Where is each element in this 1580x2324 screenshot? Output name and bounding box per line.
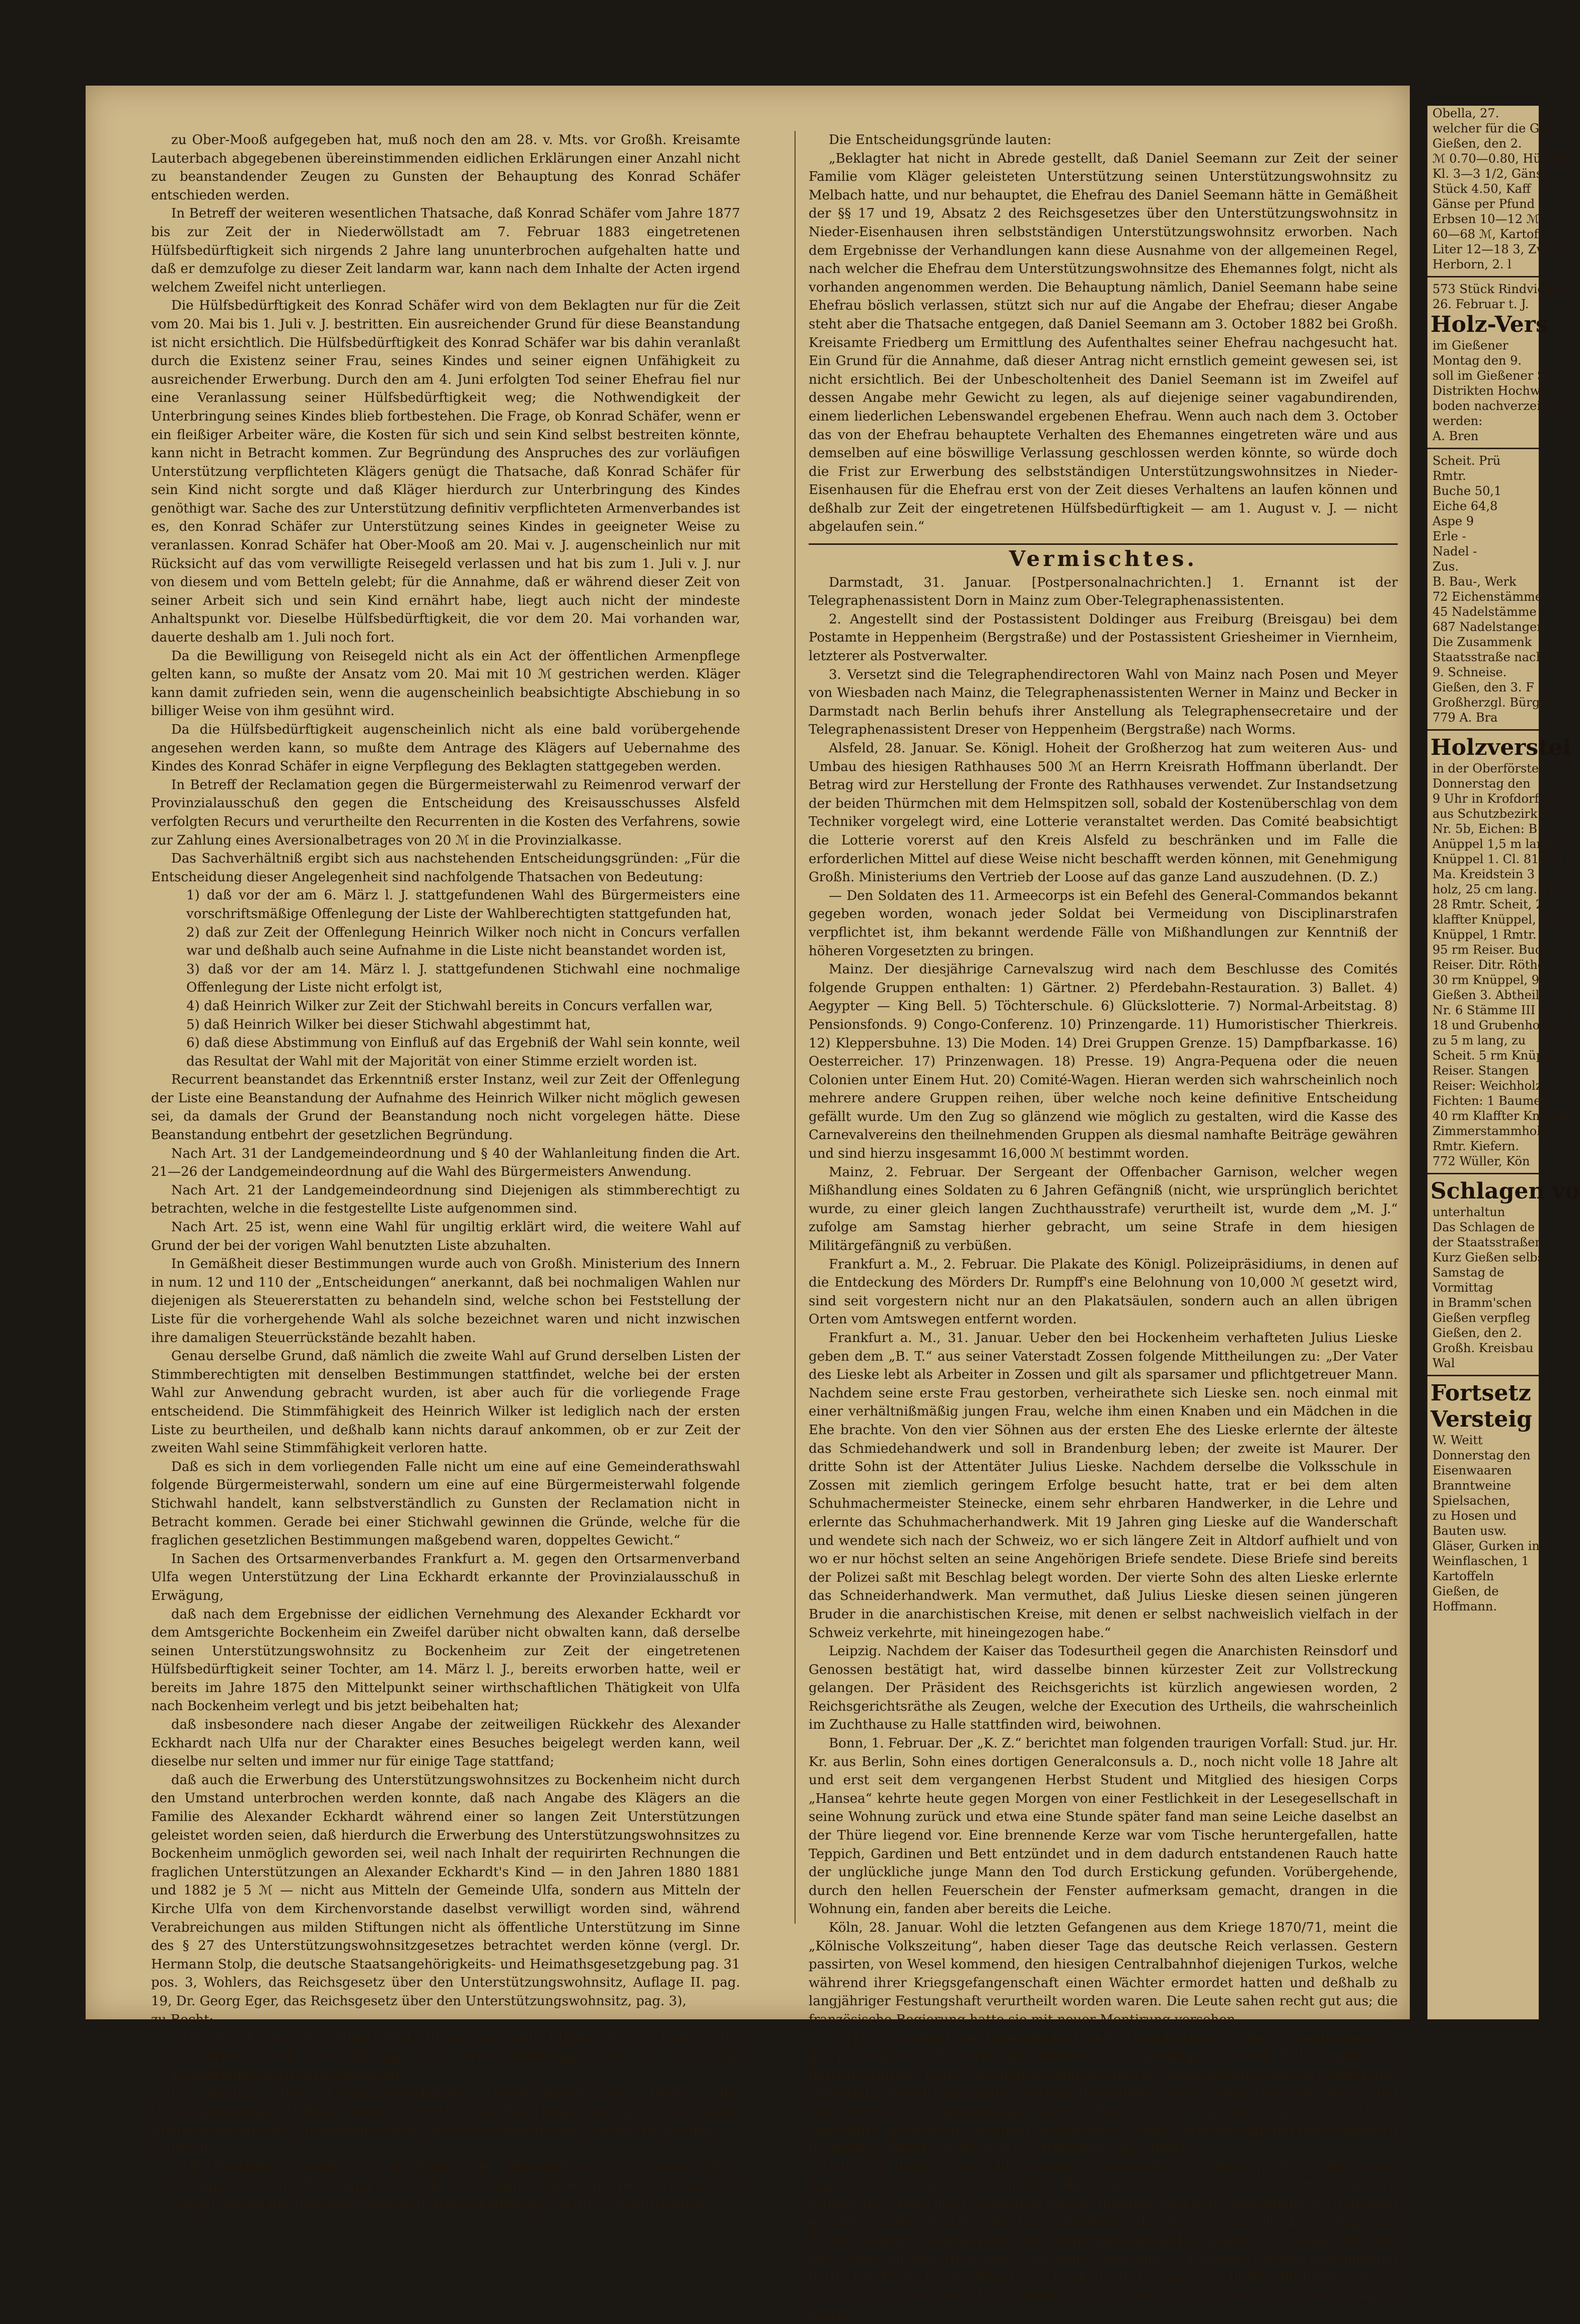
adjacent-page-line: Gießen, den 2. [1432, 136, 1522, 151]
adjacent-page-line: Holzverstei [1430, 735, 1571, 760]
adjacent-page-line: Zus. [1432, 559, 1459, 574]
article-paragraph: In Betreff der weiteren wesentlichen Thatsache, daß Konrad Schäfer vom Jahre 1877 bis zur Zeit der in Niederwöllstadt am 7. Februar 1883 eingetretenen Hülfsbedürftigkeit sich nirgends 2 Jahre lang ununterbrochen aufgehalten hatte und daß er demzufolge zu dieser Zeit landarm war, kann nach dem Inhalte der Acten irgend welchem Zweifel nicht unterliegen. [151, 206, 740, 295]
article-paragraph: 1) daß vor der am 6. März l. J. stattgefundenen Wahl des Bürgermeisters eine vorschriftsmäßige Offenlegung der Liste der Wahlberechtigten stattgefunden hat, [186, 888, 740, 922]
article-paragraph: Mainz, 2. Februar. Der Sergeant der Offenbacher Garnison, welcher wegen Mißhandlung eines Soldaten zu 6 Jahren Gefängniß (nicht, wie ursprünglich berichtet wurde, zu einer gleich langen Zuchthausstrafe) verurtheilt ist, wurde dem „M. J.“ zufolge am Samstag hierher gebracht, um seine Strafe in dem hiesigen Militärgefängniß zu verbüßen. [809, 1164, 1398, 1254]
article-paragraph: „daß Beklagter schuldig sei, an Kläger die eingeklagten 170 ℳ nebst 5pCt. Verzugszinsen von Zustellung der Klage an zu zahlen, die Kosten des Verfahrens zu tragen und an die Provinzialkasse den Aversionalbetrag von 20 ℳ zu entrichten.“ [171, 2159, 740, 2212]
adjacent-page-text [1427, 106, 1580, 1614]
adjacent-page-line: werden: [1432, 414, 1483, 428]
adjacent-page-line: Donnerstag den [1432, 777, 1531, 791]
adjacent-page-line: Reiser. Stangen [1432, 1064, 1529, 1078]
article-paragraph: Leipzig. Nachdem der Kaiser das Todesurtheil gegen die Anarchisten Reinsdorf und Genossen bestätigt hat, wird dasselbe binnen kürzester Zeit zur Vollstreckung gelangen. Der Präsident des Reichsgerichts ist kürzlich angewiesen worden, 2 Reichsgerichtsräthe als Zeugen, welche der Execution des Urtheils, die wahrscheinlich im Zuchthause zu Halle stattfinden wird, beiwohnen. [809, 1644, 1398, 1733]
article-paragraph: zu Ober-Mooß aufgegeben hat, muß noch den am 28. v. Mts. vor Großh. Kreisamte Lauterbach abgegebenen übereinstimmenden eidlichen Erklärungen einer Anzahl nicht zu beanstandender Zeugen zu Gunsten der Behauptung des Konrad Schäfer entschieden werden. [151, 132, 740, 203]
adjacent-page-rule [1427, 729, 1539, 731]
adjacent-page-line: Das Schlagen de [1432, 1220, 1535, 1234]
adjacent-page-line: Liter 12—18 3, Zwieb [1432, 242, 1566, 256]
adjacent-page-line: 18 und Grubenholz, 30 [1432, 1018, 1573, 1032]
adjacent-page-line: Buche 50,1 [1432, 484, 1502, 498]
column-divider [795, 131, 796, 1924]
article-paragraph: Folgende lustige Geschichte unbefugter Anwendung des Nothsignals erzählte dieser Tage ein von Eisenach kommender Reisender. Nicht weit von der Station Eisenach ertönte die Pfeife der Locomotive und da dieselbe durch die Signalleine in Thätigkeit gesetzt worden, brachte der Locomotivführer den Zug so schnell als es ging zum Stehen. Darauf sah man nach, was vorgefallen sei und es stellte sich heraus, daß sich ein Ochse mit den Horn eines aus dem Viehwagen schauenden Ochsen geschlungen hatte. Die Versuche des Thieres, sich wieder frei zu machen, ließen die Pfeife ertönen und den Zug anhalten. Man befreite den Ochsen von der Leine und sofort ging es weiter. [809, 2159, 1398, 2322]
article-paragraph: — Den Soldaten des 11. Armeecorps ist ein Befehl des General-Commandos bekannt gegeben worden, wonach jeder Soldat bei Vermeidung von Disciplinarstrafen verpflichtet ist, ihm bekannt werdende Fälle von Mißhandlungen zur Kenntniß der höheren Vorgesetzten zu bringen. [809, 888, 1398, 959]
adjacent-page-line: Erle - [1432, 529, 1466, 543]
article-paragraph: Frankfurt a. M., 31. Januar. Ueber den bei Hockenheim verhafteten Julius Lieske geben dem „B. T.“ aus seiner Vaterstadt Zossen folgende Mittheilungen zu: „Der Vater des Lieske lebt als Arbeiter in Zossen und gilt als sparsamer und pflichtgetreuer Mann. Nachdem seine erste Frau gestorben, verheirathete sich Lieske sen. noch einmal mit einer verhältnißmäßig jungen Frau, welche ihm einen Knaben und ein Mädchen in die Ehe brachte. Von den vier Söhnen aus der ersten Ehe des Lieske erlernte der älteste das Schmiedehandwerk und soll in Brandenburg leben; der zweite ist Maurer. Der dritte Sohn ist der Attentäter Julius Lieske. Nachdem derselbe die Volksschule in Zossen mit ziemlich geringem Erfolge besucht hatte, trat er bei dem alten Schuhmachermeister Steinecke, einem sehr ehrbaren Handwerker, in die Lehre und erlernte das Schuhmacherhandwerk. Mit 19 Jahren ging Lieske auf die Wanderschaft und wendete sich nach der Schweiz, wo er sich längere Zeit in Altdorf aufhielt und von wo er nur höchst selten an seine Angehörigen Briefe sendete. Diese Briefe sind bereits der Polizei saßt mit Beschlag belegt worden. Der vierte Sohn des alten Lieske erlernte das Schneiderhandwerk. Man vermuthet, daß Julius Lieske diesen seinen jüngeren Bruder in die anarchistischen Kreise, mit denen er selbst nachweislich vielfach in der Schweiz verkehrte, mit hineingezogen habe.“ [809, 1330, 1398, 1641]
adjacent-page-line: Zimmerstammholz, [1432, 1124, 1551, 1138]
adjacent-page-line: in Bramm'schen [1432, 1296, 1532, 1310]
adjacent-page-line: 9 Uhr in Krofdorf be [1432, 792, 1558, 806]
adjacent-page-line: Montag den 9. [1432, 354, 1522, 368]
adjacent-page-line: boden nachverzeichn [1432, 399, 1563, 413]
article-paragraph: daß nach dem Ergebnisse der eidlichen Vernehmung des Alexander Eckhardt vor dem Amtsgerichte Bockenheim ein Zweifel darüber nicht obwalten kann, daß derselbe seinen Unterstützungswohnsitz zu Bockenheim zur Zeit der eingetretenen Hülfsbedürftigkeit seiner Tochter, am 14. März l. J., bereits erworben hatte, weil er bereits im Jahre 1875 den Mittelpunkt seiner wirthschaftlichen Thätigkeit von Ulfa nach Bockenheim verlegt und bis jetzt beibehalten hat; [151, 1606, 740, 1714]
article-paragraph: 2. Angestellt sind der Postassistent Doldinger aus Freiburg (Breisgau) bei dem Postamte in Heppenheim (Bergstraße) und der Postassistent Griesheimer in Viernheim, letzterer als Postverwalter. [809, 611, 1398, 664]
adjacent-page-line: Gießen 3. Abtheil [1432, 988, 1540, 1002]
adjacent-page-line: Nr. 6 Stämme III [1432, 1003, 1536, 1017]
adjacent-page-line: Herborn, 2. l [1432, 257, 1512, 271]
adjacent-page-line: Bauten usw. [1432, 1524, 1507, 1538]
adjacent-page-line: 772 Wüller, Kön [1432, 1154, 1530, 1168]
adjacent-page-line: 28 Rmtr. Scheit, 2 [1432, 897, 1544, 911]
adjacent-page-rule [1427, 1173, 1539, 1174]
adjacent-page-line: Gießen, den 2. [1432, 1326, 1522, 1340]
article-paragraph: 5) daß Heinrich Wilker bei dieser Stichwahl abgestimmt hat, [186, 1017, 591, 1032]
adjacent-page-line: Reiser. Ditr. Röthg [1432, 958, 1546, 972]
adjacent-page-line: welcher für die Gatt. [1432, 121, 1560, 135]
adjacent-page-line: 26. Februar t. J. [1432, 297, 1529, 311]
adjacent-page-line: 30 rm Knüppel, 9 [1432, 973, 1540, 987]
adjacent-page-line: Knüppel 1. Cl. 815 Pl [1432, 852, 1563, 866]
article-paragraph: Recurrent beanstandet das Erkenntniß erster Instanz, weil zur Zeit der Offenlegung der Liste eine Beanstandung der Aufnahme des Heinrich Wilker nicht möglich gewesen sei, da damals der Grund der Beanstandung noch nicht vorgelegen hätte. Diese Beanstandung entbehrt der gesetzlichen Begründung. [151, 1072, 740, 1143]
adjacent-page-line: Hoffmann. [1432, 1599, 1497, 1613]
article-paragraph: Die Hülfsbedürftigkeit des Konrad Schäfer wird von dem Beklagten nur für die Zeit vom 20. Mai bis 1. Juli v. J. bestritten. Ein ausreichender Grund für diese Beanstandung ist nicht ersichtlich. Die Hülfsbedürftigkeit des Konrad Schäfer war bis dahin veranlaßt durch die Existenz seiner Frau, seines Kindes und seiner eignen Unfähigkeit zu ausreichender Erwerbung. Durch den am 4. Juni erfolgten Tod seiner Ehefrau fiel nur eine Veranlassung seiner Hülfsbedürftigkeit weg; die Nothwendigkeit der Unterbringung seines Kindes blieb fortbestehen. Die Frage, ob Konrad Schäfer, wenn er ein fleißiger Arbeiter wäre, die Kosten für sich und sein Kind selbst bestreiten könnte, kann nicht in Betracht kommen. Zur Begründung des Anspruches des zur vorläufigen Unterstützung verpflichteten Klägers genügt die Thatsache, daß Konrad Schäfer für sein Kind nicht sorgte und daß Kläger hierdurch zur Unterbringung des Kindes genöthigt war. Sache des zur Unterstützung definitiv verpflichteten Armenverbandes ist es, den Konrad Schäfer zur Unterstützung seines Kindes in geeigneter Weise zu veranlassen. Konrad Schäfer hat Ober-Mooß am 20. Mai v. J. augenscheinlich nur mit Rücksicht auf das vom verwilligte Reisegeld verlassen und hat bis zum 1. Juli v. J. nur von diesem und vom Betteln gelebt; für die Annahme, daß er während dieser Zeit von seiner Arbeit sich und sein Kind ernährt habe, liegt auch nicht der mindeste Anhaltspunkt vor. Dieselbe Hülfsbedürftigkeit, die vor dem 20. Mai vorhanden war, dauerte deshalb am 1. Juli noch fort. [151, 298, 740, 646]
adjacent-page-line: im Gießener [1432, 338, 1509, 353]
adjacent-page-line: Kartoffeln [1432, 1569, 1494, 1583]
article-paragraph: Frankfurt a. M., 2. Februar. Die Plakate des Königl. Polizeipräsidiums, in denen auf die Entdeckung des Mörders Dr. Rumpff's eine Belohnung von 10,000 ℳ gesetzt wird, sind seit vorgestern nicht nur an den Plakatsäulen, sondern auch an allen übrigen Orten vom Amtswegen entfernt worden. [809, 1256, 1398, 1327]
adjacent-page-line: Wal [1432, 1356, 1455, 1370]
adjacent-page-line: Gießen, de [1432, 1584, 1499, 1598]
adjacent-page-line: 72 Eichenstämme [1432, 590, 1542, 604]
adjacent-page-line: Fichten: 1 Baumen [1432, 1094, 1549, 1108]
adjacent-page-line: W. Weitt [1432, 1433, 1483, 1447]
adjacent-page-line: Eisenwaaren [1432, 1463, 1512, 1477]
article-paragraph: 2) daß zur Zeit der Offenlegung Heinrich Wilker noch nicht in Concurs verfallen war und deßhalb auch seine Aufnahme in die Liste nicht beanstandet worden ist, [186, 925, 740, 959]
article-paragraph: „daß die Klage als unbegründet abzuweisen und Kläger in die Kosten des Verfahrens, sowie zur Zahlung eines Aversionalbetrages von 30 ℳ in die Provinzialkasse zu verurtheilen ist.“ [171, 2030, 740, 2083]
adjacent-page-line: Fortsetz [1430, 1380, 1531, 1406]
article-paragraph: Das Sachverhältniß ergibt sich aus nachstehenden Entscheidungsgründen: „Für die Entscheidung dieser Angelegenheit sind nachfolgende Thatsachen von Bedeutung: [151, 851, 740, 885]
adjacent-page-line: Großherzgl. Bürger [1432, 695, 1553, 710]
adjacent-page-line: Aspe 9 [1432, 514, 1474, 528]
article-paragraph: 4) daß Heinrich Wilker zur Zeit der Stichwahl bereits in Concurs verfallen war, [186, 998, 713, 1014]
article-paragraph: Bonn, 1. Februar. Der „K. Z.“ berichtet man folgenden traurigen Vorfall: Stud. jur. Hr. Kr. aus Berlin, Sohn eines dortigen Generalconsuls a. D., noch nicht volle 18 Jahre alt und erst seit dem vergangenen Herbst Student und Mitglied des hiesigen Corps „Hansea“ kehrte heute gegen Morgen von einer Festlichkeit in der Lesegesellschaft in seine Wohnung zurück und etwa eine Stunde später fand man seine Leiche daselbst an der Thüre liegend vor. Eine brennende Kerze war vom Tische heruntergefallen, hatte Teppich, Gardinen und Bett entzündet und in dem dadurch entstandenen Rauch hatte der unglückliche junge Mann den Tod durch Erstickung gefunden. Vorübergehende, durch den hellen Feuerschein der Fenster aufmerksam gemacht, drangen in die Wohnung ein, fanden aber bereits die Leiche. [809, 1736, 1398, 1917]
adjacent-page-line: Spielsachen, [1432, 1494, 1511, 1508]
adjacent-page-line: Vormittag [1432, 1281, 1493, 1295]
article-paragraph: „Beklagter hat nicht in Abrede gestellt, daß Daniel Seemann zur Zeit der seiner Familie vom Kläger geleisteten Unterstützung seinen Unterstützungswohnsitz zu Melbach hatte, und nur behauptet, die Ehefrau des Daniel Seemann hätte in Gemäßheit der §§ 17 und 19, Absatz 2 des Reichsgesetzes über den Unterstützungswohnsitz in Nieder-Eisenhausen ihren selbstständigen Unterstützungswohnsitz erworben. Nach dem Ergebnisse der Verhandlungen kann diese Ausnahme von der allgemeinen Regel, nach welcher die Ehefrau dem Unterstützungswohnsitze des Ehemannes folgt, nicht als vorhanden angenommen werden. Die Behauptung nämlich, Daniel Seemann habe seine Ehefrau böslich verlassen, stützt sich nur auf die Angabe der Ehefrau; dieser Angabe steht aber die Thatsache entgegen, daß Daniel Seemann am 3. October 1882 bei Großh. Kreisamte Friedberg um Ermittlung des Aufenthaltes seiner Ehefrau nachgesucht hat. Ein Grund für die Annahme, daß dieser Antrag nicht ernstlich gemeint gewesen sei, ist nicht ersichtlich. Bei der Unbescholtenheit des Daniel Seemann ist im Zweifel auf dessen Angabe mehr Gewicht zu legen, als auf diejenige seiner vagabundirenden, einem liederlichen Lebenswandel ergebenen Ehefrau. Wenn auch nach dem 3. October das von der Ehefrau behauptete Verhalten des Ehemannes eingetreten wäre und aus demselben auf eine böswillige Verlassung geschlossen werden könnte, so würde doch die Frist zur Erwerbung des selbstständigen Unterstützungswohnsitzes in Nieder-Eisenhausen für die Ehefrau erst von der Zeit dieses Verhaltens an laufen können und deßhalb zur Zeit der eingetretenen Hülfsbedürftigkeit — am 1. August v. J. — nicht abgelaufen sein.“ [809, 151, 1398, 535]
adjacent-page-line: ℳ 0.70—0.80, Hühner [1432, 152, 1570, 166]
adjacent-page-line: Staatsstraße nach [1432, 650, 1544, 664]
adjacent-page-line: Stück 4.50, Kaff [1432, 182, 1531, 196]
adjacent-page-line: Kurz Gießen selbst [1432, 1250, 1549, 1264]
section-title: Vermischtes. [809, 543, 1398, 569]
adjacent-page-line: soll im Gießener St [1432, 369, 1550, 383]
article-paragraph: In Betreff der Reclamation gegen die Bürgermeisterwahl zu Reimenrod verwarf der Provinzialausschuß den gegen die Entscheidung des Kreisausschusses Alsfeld verfolgten Recurs und verurtheilte den Recurrenten in die Kosten des Verfahrens, sowie zur Zahlung eines Aversionalbetrages von 20 ℳ in die Provinzialkasse. [151, 777, 740, 848]
adjacent-page-line: Nadel - [1432, 544, 1477, 558]
adjacent-page-line: Nr. 5b, Eichen: B [1432, 822, 1538, 836]
adjacent-page-line: B. Bau-, Werk [1432, 575, 1517, 589]
adjacent-page-line: Gläser, Gurken in [1432, 1539, 1540, 1553]
adjacent-page-line: der Staatsstraßen [1432, 1235, 1543, 1249]
adjacent-page-line: Knüppel, 1 Rmtr. [1432, 928, 1537, 942]
article-paragraph: Da die Hülfsbedürftigkeit augenscheinlich nicht als eine bald vorübergehende angesehen werden kann, so mußte dem Antrage des Klägers auf Uebernahme des Kindes des Konrad Schäfer in eigne Verpflegung des Beklagten stattgegeben werden. [151, 722, 740, 774]
adjacent-page-line: 95 rm Reiser. Buch [1432, 943, 1550, 957]
adjacent-page-line: Weinflaschen, 1 [1432, 1554, 1529, 1568]
article-paragraph: 3) daß vor der am 14. März l. J. stattgefundenen Stichwahl eine nochmalige Offenlegung der Liste nicht erfolgt ist, [186, 961, 740, 996]
article-paragraph: Nach Art. 21 der Landgemeindeordnung sind Diejenigen als stimmberechtigt zu betrachten, welche in die festgestellte Liste aufgenommen sind. [151, 1182, 740, 1217]
article-paragraph: Da die Bewilligung von Reisegeld nicht als ein Act der öffentlichen Armenpflege gelten kann, so mußte der Ansatz vom 20. Mai mit 10 ℳ gestrichen werden. Kläger kann damit zufrieden sein, wenn die augenscheinlich beabsichtigte Abschiebung in so billiger Weise von ihm gesühnt wird. [151, 648, 740, 719]
adjacent-page-line: Kl. 3—3 1/2, Gänse [1432, 167, 1550, 181]
adjacent-page-line: Scheit. Prü [1432, 454, 1501, 468]
article-paragraph: zu Recht: [151, 2141, 214, 2156]
article-paragraph: Köln, 28. Januar. Wohl die letzten Gefangenen aus dem Kriege 1870/71, meint die „Kölnische Volkszeitung“, haben dieser Tage das deutsche Reich verlassen. Gestern passirten, von Wesel kommend, den hiesigen Centralbahnhof diejenigen Turkos, welche während ihrer Kriegsgefangenschaft einen Wächter ermordet hatten und deßhalb zu langjähriger Festungshaft verurtheilt worden waren. Die Leute sahen recht gut aus; die französische Regierung hatte sie mit neuer Montirung versehen. [809, 1920, 1398, 2027]
adjacent-page-line: Gießen, den 3. F [1432, 680, 1534, 694]
adjacent-page-line: Rmtr. Kiefern. [1432, 1139, 1520, 1153]
article-paragraph: Mainz. Der diesjährige Carnevalszug wird nach dem Beschlusse des Comités folgende Gruppen enthalten: 1) Gärtner. 2) Pferdebahn-Restauration. 3) Ballet. 4) Aegypter — King Bell. 5) Töchterschule. 6) Glückslotterie. 7) Normal-Arbeitstag. 8) Pensionsfonds. 9) Congo-Conferenz. 10) Prinzengarde. 11) Humoristischer Thierkreis. 12) Kleppersbuhne. 13) Die Moden. 14) Drei Gruppen Grenze. 15) Dampfbarkasse. 16) Oesterreicher. 17) Prinzenwagen. 18) Presse. 19) Angra-Pequena oder die neuen Colonien unter Einem Hut. 20) Comité-Wagen. Hieran werden sich wahrscheinlich noch mehrere andere Gruppen reihen, über welche noch keine definitive Entscheidung gefällt wurde. Um den Zug so glänzend wie möglich zu gestalten, wird die Kasse des Carnevalvereins den theilnehmenden Gruppen als diesmal namhafte Beiträge gewähren und sind hierzu insgesammt 16,000 ℳ bestimmt worden. [809, 962, 1398, 1162]
adjacent-page-line: Scheit. 5 rm Knüpp [1432, 1048, 1552, 1063]
adjacent-page-line: aus Schutzbezirk Krof [1432, 807, 1568, 821]
article-paragraph: Darmstadt, 31. Januar. [Postpersonalnachrichten.] 1. Ernannt ist der Telegraphenassistent Dorn in Mainz zum Ober-Telegraphenassistenten. [809, 575, 1398, 609]
adjacent-page-line: Eiche 64,8 [1432, 499, 1498, 513]
adjacent-page-line: unterhaltun [1432, 1205, 1505, 1219]
adjacent-page-rule [1427, 276, 1539, 277]
adjacent-page-line: 573 Stück Rindvieh und [1432, 282, 1579, 296]
article-paragraph: — [Zur Warnung.] Die Angewohnheit vieler Comptoiristen, in der Correspondenz ic. die persönlichen Fürwörter auszulassen, ist neuerdings in einem Falle empfindlich bestraft worden. In der Rechtsprechung des Reichs-Oberlandesgerichts ist nämlich der Grundsatz ein Fall entschieden worden, demzufolge ein an eigene Ordre gezogener und vom Bezogenen angenommener Wechsel über 8000 ℳ: „Zahlen Sie u. s. w. an Ordre von selbst“ deßhalb als in einem wesentlichen Theile unvollständig und unverständlich für nichtig erklärt wurde, weil das Wörtchen „uns“ fehlte. [809, 2030, 1398, 2157]
adjacent-page-line: 40 rm Klaffter Knüppel [1432, 1109, 1574, 1123]
adjacent-page-line: Samstag de [1432, 1265, 1504, 1280]
adjacent-page-rule [1427, 448, 1539, 449]
article-paragraph: Alsfeld, 28. Januar. Se. Königl. Hoheit der Großherzog hat zum weiteren Aus- und Umbau des hiesigen Rathhauses 500 ℳ an Herrn Kreisrath Hoffmann überlandt. Der Betrag wird zur Herstellung der Fronte des Rathhauses verwendet. Zur Instandsetzung der beiden Thürmchen mit dem Helmspitzen soll, sobald der Kostenüberschlag von dem Techniker vorgelegt wird, eine Lotterie veranstaltet werden. Das Comité beabsichtigt die Lotterie vorerst auf den Kreis Alsfeld zu beschränken und im Falle die erforderlichen Mittel auf diese Weise nicht beschafft werden können, mit Genehmigung Großh. Ministeriums den Vertrieb der Loose auf das ganze Land auszudehnen. (D. Z.) [809, 741, 1398, 885]
adjacent-page-line: Holz-Vers [1430, 312, 1548, 337]
article-paragraph: In Sachen des Ortsarmenverbandes Nieder-Eisenhausen gegen den Ortsarmenverband Melbach wegen Unterstützung des Daniel Seemann resp. dessen Kinder erkannte der Provinzialausschuß nach Vernehmung einer Anzahl von Zeugen [151, 2085, 740, 2138]
adjacent-page-line: Versteig [1430, 1406, 1532, 1432]
adjacent-page-line: 60—68 ℳ, Kartoff [1432, 227, 1543, 241]
adjacent-page-line: Erbsen 10—12 ℳ [1432, 212, 1540, 226]
adjacent-page-line: Obella, 27. [1432, 106, 1499, 120]
adjacent-page-line: Die Zusammenk [1432, 635, 1532, 649]
adjacent-page-line: Ma. Kreidstein 3 [1432, 867, 1535, 881]
adjacent-page-line: 45 Nadelstämme [1432, 605, 1537, 619]
article-paragraph: Nach Art. 25 ist, wenn eine Wahl für ungiltig erklärt wird, die weitere Wahl auf Grund der bei der vorigen Wahl benutzten Liste abzuhalten. [151, 1220, 740, 1253]
adjacent-page-line: Branntweine [1432, 1478, 1512, 1493]
article-paragraph: 3. Versetzt sind die Telegraphendirectoren Wahl von Mainz nach Posen und Meyer von Wiesbaden nach Mainz, die Telegraphenassistenten Werner in Mainz und Becker in Darmstadt nach Berlin behufs ihrer Anstellung als Telegraphensecretaire und der Telegraphenassistent Dreser von Heppenheim (Bergstraße) nach Worms. [809, 667, 1398, 738]
article-paragraph: In Sachen des Ortsarmenverbandes Frankfurt a. M. gegen den Ortsarmenverband Ulfa wegen Unterstützung der Lina Eckhardt erkannte der Provinzialausschuß in Erwägung, [151, 1551, 740, 1603]
adjacent-page-line: Schlagen vo [1430, 1178, 1580, 1204]
left-column [151, 131, 740, 2213]
article-paragraph: daß insbesondere nach dieser Angabe der zeitweiligen Rückkehr des Alexander Eckhardt nach Ulfa nur der Charakter eines Besuches beigelegt werden kann, weil dieselbe nur selten und immer nur für einige Tage stattfand; [151, 1717, 740, 1770]
adjacent-page-line: Gießen verpfleg [1432, 1311, 1531, 1325]
adjacent-page-line: zu 5 m lang, zu [1432, 1033, 1526, 1047]
article-paragraph: In Gemäßheit dieser Bestimmungen wurde auch von Großh. Ministerium des Innern in num. 12 und 110 der „Entscheidungen“ anerkannt, daß bei nochmaligen Wahlen nur diejenigen als Steuererstatten zu behandeln sind, welche schon bei Feststellung der Liste für die vorhergehende Wahl als solche bezeichnet waren und nicht inzwischen ihre damaligen Steuerrückstände bezahlt haben. [151, 1256, 740, 1346]
article-paragraph: Die Entscheidungsgründe lauten: [829, 132, 1052, 148]
adjacent-page-line: zu Hosen und [1432, 1509, 1517, 1523]
adjacent-page-line: 9. Schneise. [1432, 665, 1507, 679]
adjacent-page-line: Gänse per Pfund [1432, 197, 1535, 211]
adjacent-page-line: klaffter Knüppel, 2— [1432, 912, 1560, 927]
adjacent-page-line: A. Bren [1432, 429, 1479, 443]
adjacent-page-line: in der Oberförste [1432, 761, 1539, 776]
right-column [809, 131, 1398, 2324]
adjacent-page-line: Distrikten Hochwa [1432, 384, 1548, 398]
adjacent-page-strip [1427, 106, 1580, 2019]
adjacent-page-line: 687 Nadelstangen [1432, 620, 1545, 634]
adjacent-page-line: 779 A. Bra [1432, 711, 1498, 725]
article-paragraph: Nach Art. 31 der Landgemeindeordnung und § 40 der Wahlanleitung finden die Art. 21—26 der Landgemeindeordnung auf die Wahl des Bürgermeisters Anwendung. [151, 1146, 740, 1180]
adjacent-page-line: Anüppel 1,5 m lang. 3 [1432, 837, 1567, 851]
adjacent-page-rule [1427, 1375, 1539, 1376]
adjacent-page-line: Donnerstag den [1432, 1448, 1531, 1462]
adjacent-page-line: holz, 25 cm lang. 10 [1432, 882, 1557, 896]
article-paragraph: Daß es sich in dem vorliegenden Falle nicht um eine auf eine Gemeinderathswahl folgende Bürgermeisterwahl, sondern um eine auf eine Bürgermeisterwahl folgende Stichwahl handelt, kann selbstverständlich zu Gunsten der Reclamation nicht in Betracht kommen. Gerade bei einer Stichwahl gewinnen die Gründe, welche für die fraglichen gesetzlichen Bestimmungen maßgebend waren, doppeltes Gewicht.“ [151, 1459, 740, 1548]
adjacent-page-line: Rmtr. [1432, 469, 1466, 483]
adjacent-page-line: Reiser: Weichholz: [1432, 1079, 1546, 1093]
adjacent-page-line: Großh. Kreisbau [1432, 1341, 1534, 1355]
article-paragraph: Genau derselbe Grund, daß nämlich die zweite Wahl auf Grund derselben Listen der Stimmberechtigten mit denselben Bestimmungen stattfindet, welche bei der ersten Wahl zur Anwendung gebracht wurden, ist aber auch für die vorliegende Frage entscheidend. Die Stimmfähigkeit des Heinrich Wilker ist lediglich nach der ersten Liste zu beurtheilen, und deßhalb kann nichts darauf ankommen, ob er zur Zeit der zweiten Wahl seine Stimmfähigkeit verloren hatte. [151, 1349, 740, 1456]
article-paragraph: zu Recht: [151, 2012, 214, 2027]
article-paragraph: daß auch die Erwerbung des Unterstützungswohnsitzes zu Bockenheim nicht durch den Umstand unterbrochen werden konnte, daß nach Angabe des Klägers an die Familie des Alexander Eckhardt während einer so langen Zeit Unterstützungen geleistet worden seien, daß hierdurch die Erwerbung des Unterstützungswohnsitzes zu Bockenheim unmöglich geworden sei, weil nach Inhalt der requirirten Rechnungen die fraglichen Unterstützungen an Alexander Eckhardt's Kind — in den Jahren 1880 1881 und 1882 je 5 ℳ — nicht aus Mitteln der Gemeinde Ulfa, sondern aus Mitteln der Kirche Ulfa von dem Kirchenvorstande daselbst verwilligt worden sind, während Verabreichungen aus milden Stiftungen nicht als öffentliche Unterstützung im Sinne des § 27 des Unterstützungswohnsitzgesetzes betrachtet werden könne (vergl. Dr. Hermann Stolp, die deutsche Staatsangehörigkeits- und Heimathsgesetzgebung pag. 31 pos. 3, Wohlers, das Reichsgesetz über den Unterstützungswohnsitz, Auflage II. pag. 19, Dr. Georg Eger, das Reichsgesetz über den Unterstützungswohnsitz, pag. 3), [151, 1772, 740, 2009]
article-paragraph: 6) daß diese Abstimmung von Einfluß auf das Ergebniß der Wahl sein konnte, weil das Resultat der Wahl mit der Majorität von einer Stimme erzielt worden ist. [186, 1035, 740, 1069]
